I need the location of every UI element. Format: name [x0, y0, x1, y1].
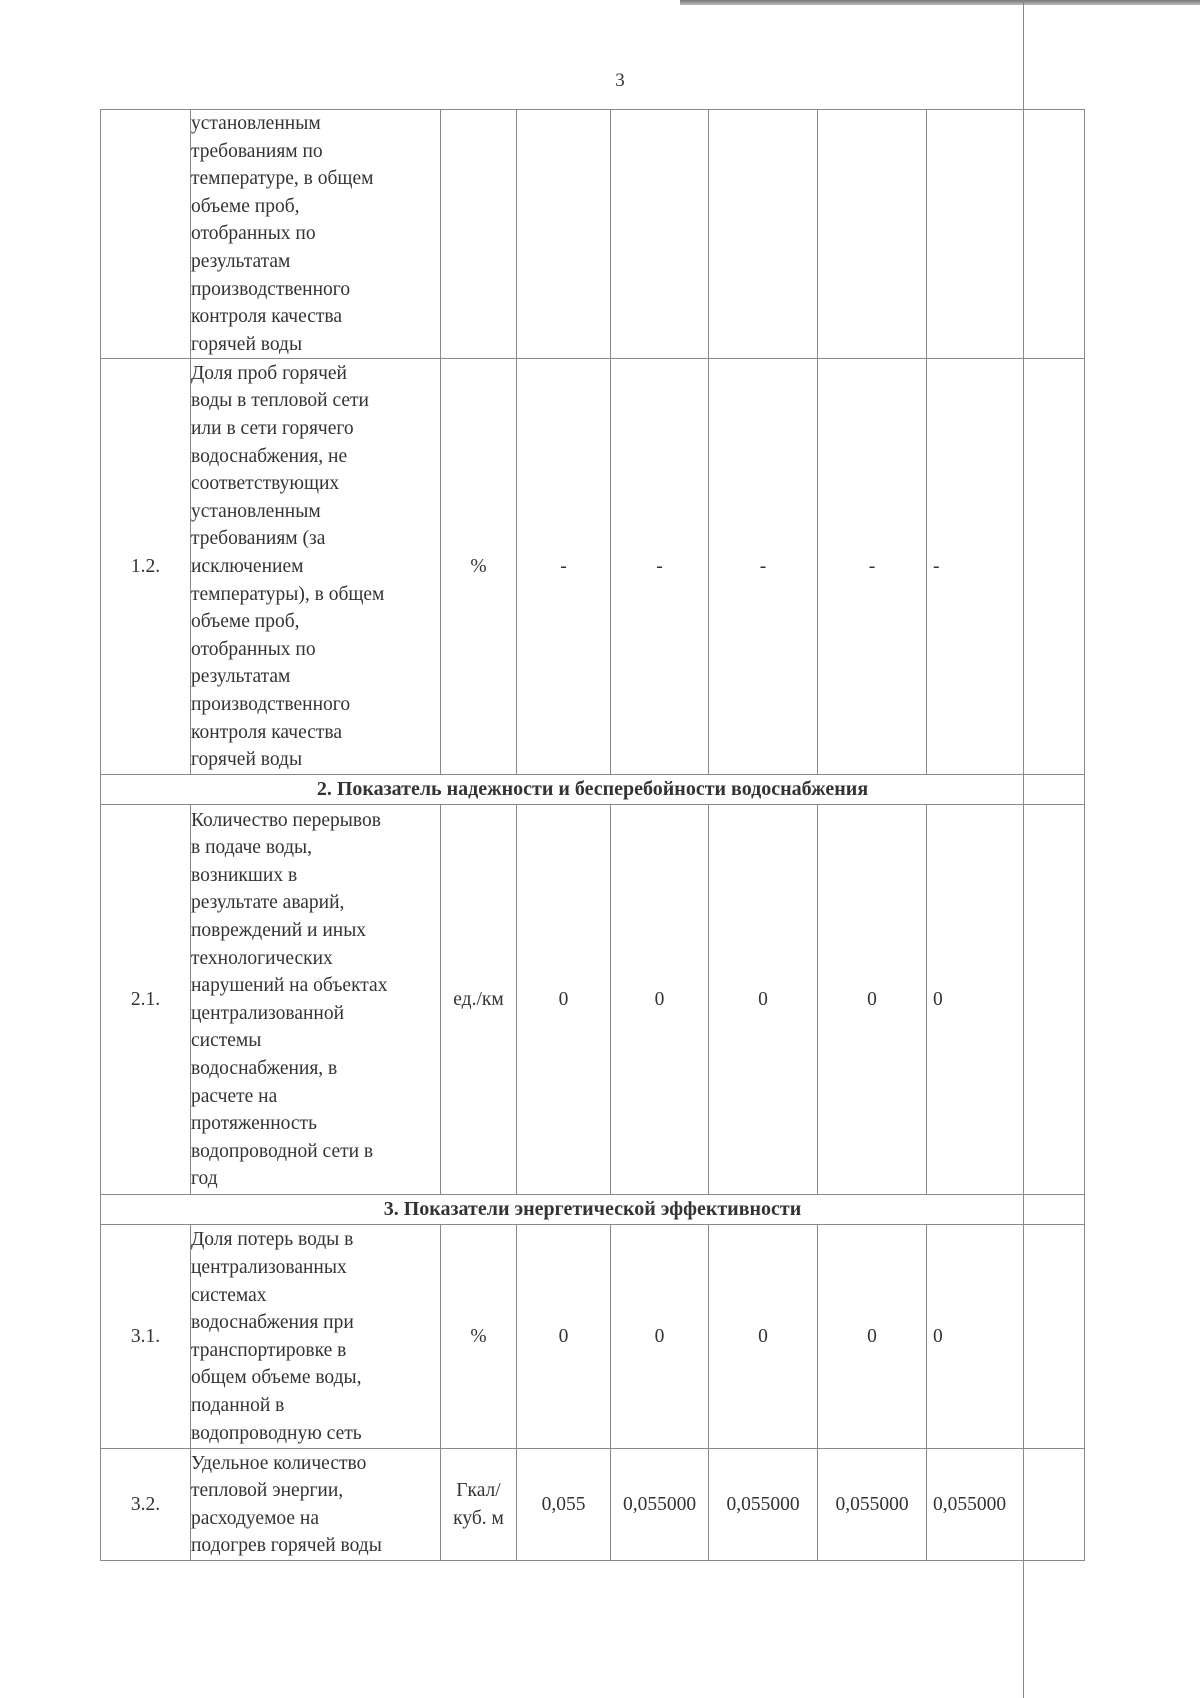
row-number: 2.1.	[101, 805, 191, 1195]
description-line: объеме проб,	[191, 611, 300, 633]
description-line: водопроводной сети в	[191, 1140, 374, 1162]
row-number: 3.1.	[101, 1225, 191, 1449]
unit-cell: ед./км	[441, 805, 517, 1195]
value-cell: 0	[611, 805, 709, 1195]
description-line: результатам	[191, 666, 291, 688]
row-description	[191, 1225, 441, 1449]
table-row	[101, 1225, 1085, 1449]
description-line: установленным	[191, 500, 321, 522]
row-description	[191, 1449, 441, 1561]
description-line: или в сети горячего	[191, 418, 354, 440]
value-cell: 0	[927, 805, 1085, 1195]
description-line: расчете на	[191, 1085, 278, 1107]
description-line: расходуемое на	[191, 1507, 320, 1529]
description-line: подогрев горячей воды	[191, 1535, 382, 1557]
value-cell: -	[709, 359, 818, 775]
description-line: Доля потерь воды в	[191, 1229, 354, 1251]
unit-line: Гкал/	[456, 1480, 501, 1502]
section-heading-row	[101, 1195, 1085, 1225]
value-cell	[709, 110, 818, 359]
row-number: 3.2.	[101, 1449, 191, 1561]
value-cell: 0,055	[517, 1449, 611, 1561]
description-line: соответствующих	[191, 473, 340, 495]
value-cell: 0	[517, 1225, 611, 1449]
unit-cell: %	[441, 1225, 517, 1449]
description-line: требованиям (за	[191, 528, 326, 550]
description-line: водопроводную сеть	[191, 1422, 362, 1444]
row-description	[191, 805, 441, 1195]
value-cell: 0,055000	[818, 1449, 927, 1561]
value-cell: 0	[818, 1225, 927, 1449]
description-line: Доля проб горячей	[191, 362, 347, 384]
description-line: централизованной	[191, 1002, 345, 1024]
description-line: год	[191, 1168, 218, 1190]
value-cell: -	[927, 359, 1085, 775]
description-line: результатам	[191, 250, 291, 272]
value-cell: 0	[818, 805, 927, 1195]
table-row	[101, 110, 1085, 359]
value-cell: 0,055000	[927, 1449, 1085, 1561]
value-cell: 0	[611, 1225, 709, 1449]
row-number	[101, 110, 191, 359]
value-cell: 0,055000	[709, 1449, 818, 1561]
value-cell	[517, 110, 611, 359]
description-line: исключением	[191, 556, 304, 578]
table-row	[101, 805, 1085, 1195]
description-line: нарушений на объектах	[191, 975, 388, 997]
table-row	[101, 1449, 1085, 1561]
description-line: горячей воды	[191, 333, 303, 355]
description-line: контроля качества	[191, 721, 343, 743]
unit-cell	[441, 1449, 517, 1561]
description-line: системах	[191, 1284, 267, 1306]
description-line: в подаче воды,	[191, 837, 312, 859]
row-number: 1.2.	[101, 359, 191, 775]
value-cell: 0	[517, 805, 611, 1195]
description-line: транспортировке в	[191, 1339, 347, 1361]
description-line: повреждений и иных	[191, 920, 367, 942]
description-line: установленным	[191, 113, 321, 134]
description-line: температуре, в общем	[191, 168, 374, 190]
description-line: отобранных по	[191, 223, 316, 245]
section-heading: 3. Показатели энергетической эффективности	[101, 1195, 1085, 1225]
value-cell: 0,055000	[611, 1449, 709, 1561]
description-line: общем объеме воды,	[191, 1367, 362, 1389]
description-line: результате аварий,	[191, 892, 345, 914]
value-cell: -	[611, 359, 709, 775]
description-line: производственного	[191, 694, 351, 716]
description-line: поданной в	[191, 1395, 285, 1417]
description-line: температуры), в общем	[191, 583, 385, 605]
description-line: технологических	[191, 947, 333, 969]
description-line: объеме проб,	[191, 195, 300, 217]
scan-edge-shadow	[680, 0, 1200, 5]
description-line: требованиям по	[191, 140, 323, 162]
section-heading-row	[101, 775, 1085, 805]
page-number: 3	[615, 70, 625, 91]
value-cell	[927, 110, 1085, 359]
description-line: воды в тепловой сети	[191, 390, 369, 412]
description-line: водоснабжения, в	[191, 1058, 338, 1080]
description-line: системы	[191, 1030, 262, 1052]
description-line: Удельное количество	[191, 1452, 367, 1474]
value-cell: 0	[927, 1225, 1085, 1449]
row-description	[191, 359, 441, 775]
description-line: возникших в	[191, 864, 298, 886]
value-cell: 0	[709, 805, 818, 1195]
value-cell: -	[818, 359, 927, 775]
description-line: Количество перерывов	[191, 809, 381, 831]
section-heading: 2. Показатель надежности и бесперебойности водоснабжения	[101, 775, 1085, 805]
description-line: тепловой энергии,	[191, 1480, 344, 1502]
description-line: контроля качества	[191, 306, 343, 328]
description-line: водоснабжения, не	[191, 445, 348, 467]
value-cell: -	[517, 359, 611, 775]
value-cell: 0	[709, 1225, 818, 1449]
description-line: протяженность	[191, 1113, 317, 1135]
unit-line: куб. м	[453, 1507, 504, 1529]
row-description	[191, 110, 441, 359]
description-line: водоснабжения при	[191, 1312, 354, 1334]
value-cell	[818, 110, 927, 359]
value-cell	[611, 110, 709, 359]
table-row	[101, 359, 1085, 775]
unit-cell: %	[441, 359, 517, 775]
description-line: производственного	[191, 278, 351, 300]
unit-cell	[441, 110, 517, 359]
description-line: централизованных	[191, 1257, 347, 1279]
description-line: горячей воды	[191, 749, 303, 771]
description-line: отобранных по	[191, 638, 316, 660]
indicators-table	[100, 109, 1085, 1561]
